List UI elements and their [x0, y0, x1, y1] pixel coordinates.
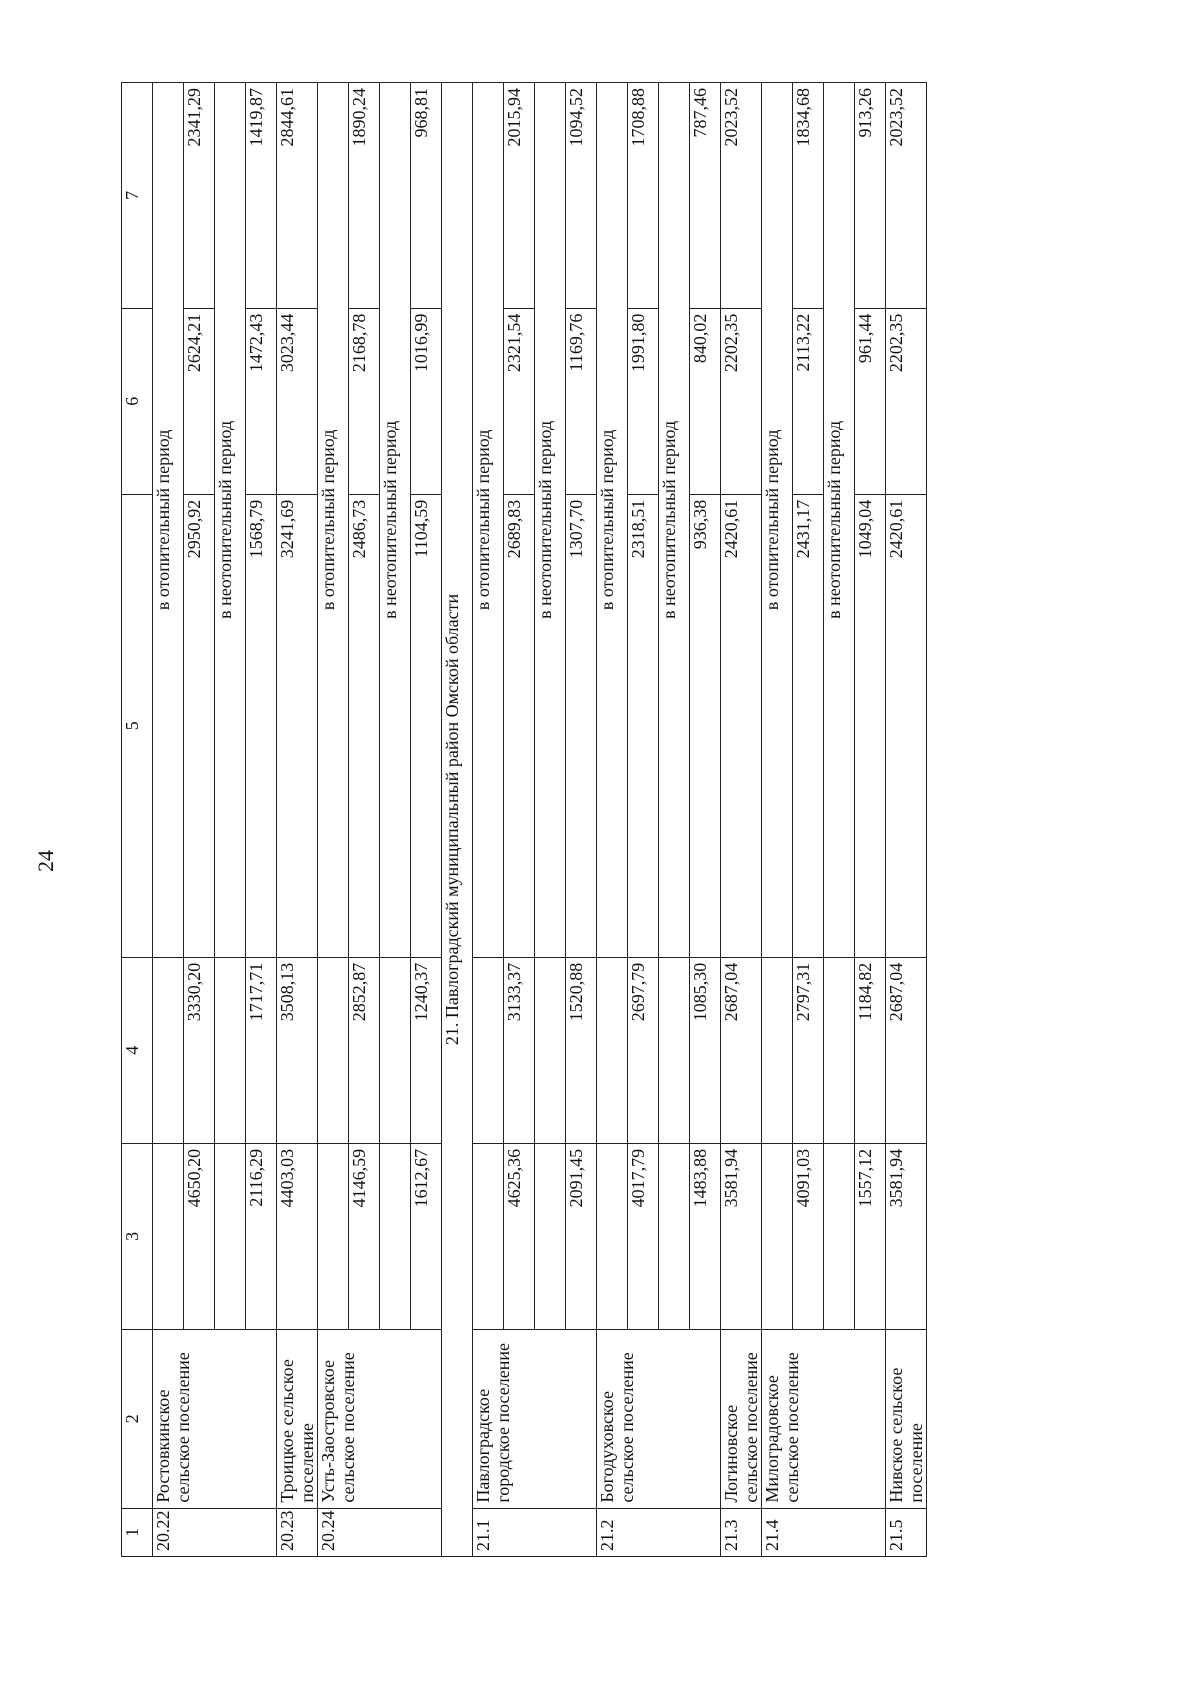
table-row [153, 83, 184, 1557]
value-cell: 3330,20 [184, 957, 215, 1143]
value-cell: 2697,79 [628, 957, 659, 1143]
period-label: в неотопительный период [824, 83, 855, 958]
blank-cell [535, 957, 566, 1143]
blank-cell [215, 957, 246, 1143]
value-cell: 913,26 [855, 83, 886, 309]
row-code: 21.2 [597, 1508, 721, 1556]
period-label: в неотопительный период [659, 83, 690, 958]
value-cell: 2950,92 [184, 494, 215, 957]
row-code: 20.22 [153, 1508, 277, 1556]
value-cell: 1169,76 [566, 308, 597, 494]
table-row [597, 83, 628, 1557]
value-cell: 2202,35 [886, 308, 927, 494]
value-cell: 2844,61 [277, 83, 318, 309]
value-cell: 1612,67 [411, 1143, 442, 1329]
value-cell: 1991,80 [628, 308, 659, 494]
value-cell: 2202,35 [721, 308, 762, 494]
column-header: 2 [122, 1329, 153, 1508]
value-cell: 2023,52 [721, 83, 762, 309]
column-header: 5 [122, 494, 153, 957]
value-cell: 1557,12 [855, 1143, 886, 1329]
period-label: в отопительный период [318, 83, 349, 958]
value-cell: 2168,78 [349, 308, 380, 494]
row-code: 21.5 [886, 1508, 927, 1556]
row-name: Логиновское сельское поселение [721, 1329, 762, 1508]
value-cell: 1184,82 [855, 957, 886, 1143]
row-code: 20.24 [318, 1508, 442, 1556]
blank-cell [824, 957, 855, 1143]
blank-cell [153, 1143, 184, 1329]
value-cell: 4017,79 [628, 1143, 659, 1329]
blank-cell [535, 1143, 566, 1329]
value-cell: 787,46 [690, 83, 721, 309]
value-cell: 1240,37 [411, 957, 442, 1143]
value-cell: 1307,70 [566, 494, 597, 957]
blank-cell [762, 1143, 793, 1329]
value-cell: 961,44 [855, 308, 886, 494]
blank-cell [659, 957, 690, 1143]
value-cell: 1834,68 [793, 83, 824, 309]
tariff-table [121, 82, 927, 1557]
period-label: в неотопительный период [215, 83, 246, 958]
period-label: в отопительный период [597, 83, 628, 958]
value-cell: 3581,94 [721, 1143, 762, 1329]
row-name: Ростовкинское сельское поселение [153, 1329, 277, 1508]
value-cell: 1717,71 [246, 957, 277, 1143]
table-row [473, 83, 504, 1557]
value-cell: 3581,94 [886, 1143, 927, 1329]
blank-cell [824, 1143, 855, 1329]
value-cell: 2420,61 [721, 494, 762, 957]
value-cell: 1016,99 [411, 308, 442, 494]
value-cell: 4650,20 [184, 1143, 215, 1329]
row-name: Павлоградское городское поселение [473, 1329, 597, 1508]
value-cell: 3241,69 [277, 494, 318, 957]
value-cell: 2341,29 [184, 83, 215, 309]
value-cell: 2113,22 [793, 308, 824, 494]
table-row [762, 83, 793, 1557]
column-header: 6 [122, 308, 153, 494]
value-cell: 2091,45 [566, 1143, 597, 1329]
value-cell: 2486,73 [349, 494, 380, 957]
row-code: 20.23 [277, 1508, 318, 1556]
row-name: Нивское сельское поселение [886, 1329, 927, 1508]
value-cell: 2116,29 [246, 1143, 277, 1329]
value-cell: 2624,21 [184, 308, 215, 494]
blank-cell [473, 957, 504, 1143]
value-cell: 2687,04 [721, 957, 762, 1143]
value-cell: 1094,52 [566, 83, 597, 309]
blank-cell [597, 957, 628, 1143]
table-row [886, 83, 927, 1557]
period-label: в отопительный период [153, 83, 184, 958]
value-cell: 2797,31 [793, 957, 824, 1143]
period-label: в отопительный период [473, 83, 504, 958]
value-cell: 1520,88 [566, 957, 597, 1143]
period-label: в отопительный период [762, 83, 793, 958]
rotated-table-container [121, 82, 1051, 1557]
table-row [277, 83, 318, 1557]
period-label: в неотопительный период [535, 83, 566, 958]
table-row [721, 83, 762, 1557]
value-cell: 2321,54 [504, 308, 535, 494]
blank-cell [473, 1143, 504, 1329]
period-label: в неотопительный период [380, 83, 411, 958]
blank-cell [659, 1143, 690, 1329]
row-code: 21.4 [762, 1508, 886, 1556]
value-cell: 2431,17 [793, 494, 824, 957]
value-cell: 3508,13 [277, 957, 318, 1143]
value-cell: 2318,51 [628, 494, 659, 957]
row-name: Усть-Заостровское сельское поселение [318, 1329, 442, 1508]
value-cell: 2689,83 [504, 494, 535, 957]
value-cell: 4403,03 [277, 1143, 318, 1329]
row-code: 21.3 [721, 1508, 762, 1556]
value-cell: 1483,88 [690, 1143, 721, 1329]
value-cell: 2852,87 [349, 957, 380, 1143]
row-code: 21.1 [473, 1508, 597, 1556]
header-row [122, 83, 153, 1557]
column-header: 7 [122, 83, 153, 309]
blank-cell [215, 1143, 246, 1329]
row-name: Троицкое сельское поселение [277, 1329, 318, 1508]
value-cell: 1708,88 [628, 83, 659, 309]
blank-cell [153, 957, 184, 1143]
column-header: 4 [122, 957, 153, 1143]
column-header: 1 [122, 1508, 153, 1556]
value-cell: 1419,87 [246, 83, 277, 309]
blank-cell [597, 1143, 628, 1329]
value-cell: 1890,24 [349, 83, 380, 309]
region-heading: 21. Павлоградский муниципальный район Омской области [442, 83, 473, 1557]
value-cell: 3133,37 [504, 957, 535, 1143]
region-row [442, 83, 473, 1557]
value-cell: 2023,52 [886, 83, 927, 309]
value-cell: 840,02 [690, 308, 721, 494]
blank-cell [380, 957, 411, 1143]
page-number: 24 [33, 850, 58, 872]
row-name: Милоградовское сельское поселение [762, 1329, 886, 1508]
blank-cell [380, 1143, 411, 1329]
row-name: Богодуховское сельское поселение [597, 1329, 721, 1508]
value-cell: 4625,36 [504, 1143, 535, 1329]
value-cell: 2420,61 [886, 494, 927, 957]
value-cell: 3023,44 [277, 308, 318, 494]
blank-cell [762, 957, 793, 1143]
value-cell: 1085,30 [690, 957, 721, 1143]
value-cell: 2687,04 [886, 957, 927, 1143]
value-cell: 1568,79 [246, 494, 277, 957]
value-cell: 4091,03 [793, 1143, 824, 1329]
column-header: 3 [122, 1143, 153, 1329]
table-row [318, 83, 349, 1557]
blank-cell [318, 957, 349, 1143]
value-cell: 968,81 [411, 83, 442, 309]
value-cell: 4146,59 [349, 1143, 380, 1329]
value-cell: 1049,04 [855, 494, 886, 957]
blank-cell [318, 1143, 349, 1329]
value-cell: 936,38 [690, 494, 721, 957]
value-cell: 1472,43 [246, 308, 277, 494]
value-cell: 2015,94 [504, 83, 535, 309]
value-cell: 1104,59 [411, 494, 442, 957]
